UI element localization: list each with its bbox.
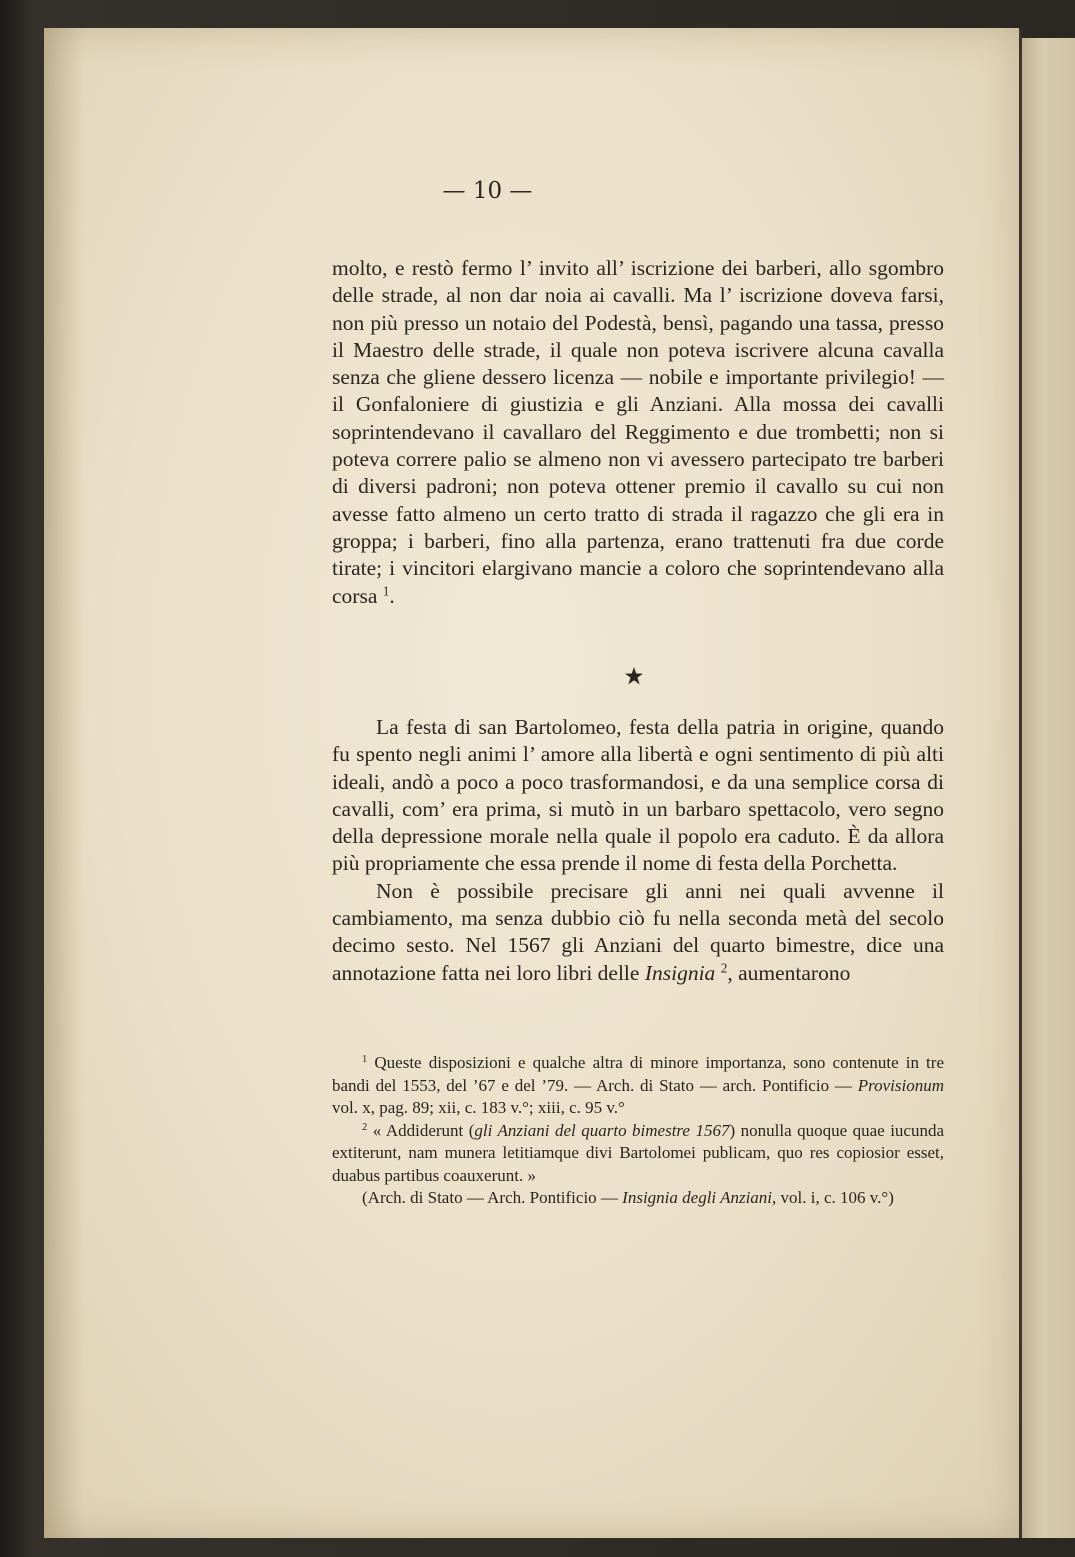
paragraph-2: La festa di san Bartolomeo, festa della patria in origine, quando fu spento negli animi l’ amore alla libertà e ogni sentimento di più alti ideali, andò a poco a poco trasformandosi, e da una semplice corsa di cavalli, com’ era prima, si mutò in un barbaro spettacolo, vero segno della depressione morale nella quale il popolo era caduto. È da allora più propriamente che essa prende il nome di festa della Porchetta. [332, 715, 944, 876]
paragraph-1: molto, e restò fermo l’ invito all’ iscrizione dei barberi, allo sgombro delle strade, al non dar noia ai cavalli. Ma l’ iscrizione doveva farsi, non più presso un notaio del Podestà, bensì, pagando una tassa, presso il Maestro delle strade, il quale non poteva iscrivere alcuna cavalla senza che gliene dessero licenza — nobile e importante privilegio! — il Gonfaloniere di giustizia e gli Anziani. Alla mossa dei cavalli soprintendevano il cavallaro del Reggimento e due trombetti; non si poteva correre palio se almeno non vi avessero partecipato tre barberi di diversi padroni; non poteva ottener premio il cavallo su cui non avesse fatto almeno un certo tratto di strada il ragazzo che gli era in groppa; i barberi, fino alla partenza, erano trattenuti fra due corde tirate; i vincitori elargivano mancie a coloro che soprintendevano alla corsa $^1$. [332, 256, 944, 608]
footnote-mark-1: 1 [362, 1054, 368, 1066]
page-number: — 10 — [442, 178, 533, 204]
body-text-top [332, 255, 944, 610]
body-text-bottom [332, 714, 944, 987]
footnotes [332, 1052, 944, 1210]
page-shadow [44, 28, 84, 1538]
footnote-ref-2[interactable]: 2 [720, 960, 728, 976]
footnote-1: $^1$ Queste disposizioni e qualche altra di minore importanza, sono contenute in tre bandi del 1553, del ’67 e del ’79. — Arch. di Stato — arch. Pontificio — Provisionum vol. x, pag. 89; xii, c. 183 v.°; xiii, c. 95 v.° [332, 1053, 945, 1117]
insignia-title: Insignia [644, 960, 716, 985]
asterisk-star-icon [624, 666, 644, 686]
footnote-mark-2: 2 [362, 1121, 368, 1133]
facing-page-edge [1022, 38, 1075, 1538]
footnote-2-source: (Arch. di Stato — Arch. Pontificio — Insignia degli Anziani, vol. i, c. 106 v.°) [362, 1188, 894, 1207]
paragraph-3: Non è possibile precisare gli anni nei quali avvenne il cambiamento, ma senza dubbio ciò fu nella seconda metà del secolo decimo sesto. Nel 1567 gli Anziani del quarto bimestre, dice una annotazione fatta nei loro libri delle Insignia $^2$, aumentarono [332, 878, 944, 985]
page-gutter [1019, 30, 1022, 1538]
footnote-ref-1[interactable]: 1 [382, 583, 390, 599]
footnote-2: $^2$ « Addiderunt (gli Anziani del quarto bimestre 1567) nonulla quoque quae iucunda extiterunt, nam munera letitiamque divi Bartolomei publicam, quo res copiosior esset, duabus partibus coauxerunt. » [332, 1120, 945, 1185]
